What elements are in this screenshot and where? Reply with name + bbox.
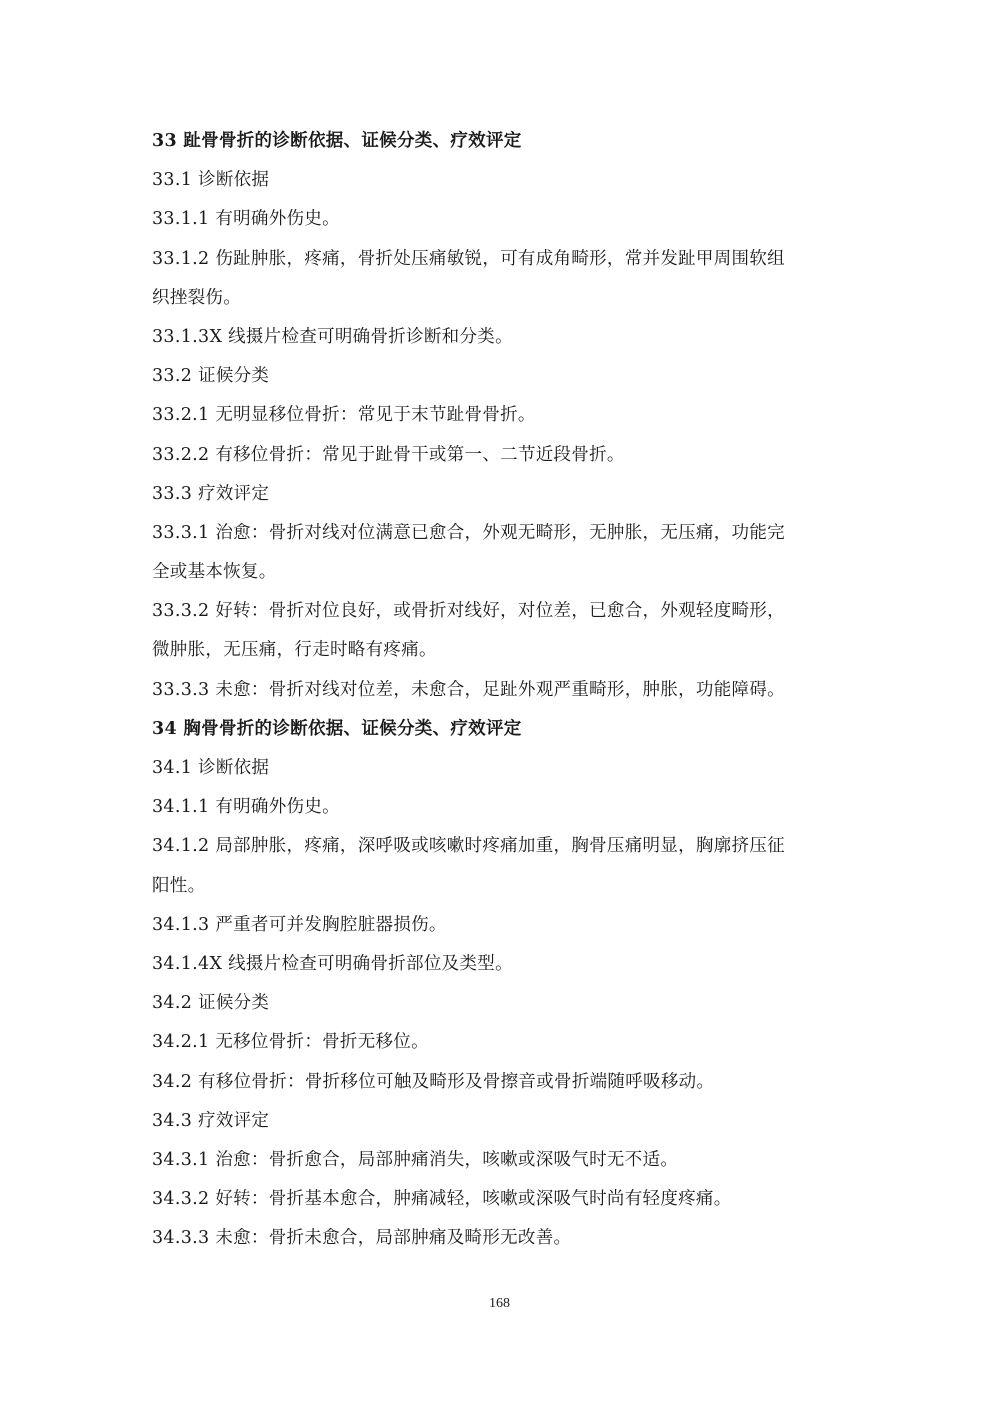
line-28: 34.3.2 好转：骨折基本愈合，肿痛减轻，咳嗽或深吸气时尚有轻度疼痛。 [152,1189,732,1210]
line-23: 34.2 证候分类 [152,993,270,1014]
line-18: 34.1.1 有明确外伤史。 [152,797,340,818]
line-6: 33.1.3X 线摄片检查可明确骨折诊断和分类。 [152,326,513,347]
line-15: 33.3.3 未愈：骨折对线对位差，未愈合，足趾外观严重畸形，肿胀，功能障碍。 [152,679,785,700]
line-11: 33.3.1 治愈：骨折对线对位满意已愈合，外观无畸形，无肿胀，无压痛，功能完 [152,522,785,543]
line-14: 微肿胀，无压痛，行走时略有疼痛。 [152,640,437,661]
line-5: 织挫裂伤。 [152,287,241,308]
line-13: 33.3.2 好转：骨折对位良好，或骨折对线好，对位差，已愈合，外观轻度畸形， [152,601,785,622]
line-7: 33.2 证候分类 [152,366,270,387]
document-body [152,122,852,1258]
line-9: 33.2.2 有移位骨折：常见于趾骨干或第一、二节近段骨折。 [152,444,625,465]
line-27: 34.3.1 治愈：骨折愈合，局部肿痛消失，咳嗽或深吸气时无不适。 [152,1149,679,1170]
page-number: 168 [489,1296,510,1311]
line-1: 33 趾骨骨折的诊断依据、证候分类、疗效评定 [152,131,522,151]
line-2: 33.1 诊断依据 [152,170,270,191]
line-16: 34 胸骨骨折的诊断依据、证候分类、疗效评定 [152,718,522,739]
line-8: 33.2.1 无明显移位骨折：常见于末节趾骨骨折。 [152,405,536,426]
line-24: 34.2.1 无移位骨折：骨折无移位。 [152,1032,429,1053]
line-19: 34.1.2 局部肿胀，疼痛，深呼吸或咳嗽时疼痛加重，胸骨压痛明显，胸廓挤压征 [152,836,785,857]
line-25: 34.2 有移位骨折：骨折移位可触及畸形及骨擦音或骨折端随呼吸移动。 [152,1071,715,1092]
line-3: 33.1.1 有明确外伤史。 [152,209,340,230]
line-12: 全或基本恢复。 [152,562,277,583]
line-29: 34.3.3 未愈：骨折未愈合，局部肿痛及畸形无改善。 [152,1228,572,1249]
line-10: 33.3 疗效评定 [152,483,270,504]
line-22: 34.1.4X 线摄片检查可明确骨折部位及类型。 [152,953,513,974]
line-17: 34.1 诊断依据 [152,758,270,778]
line-26: 34.3 疗效评定 [152,1110,270,1131]
line-4: 33.1.2 伤趾肿胀，疼痛，骨折处压痛敏锐，可有成角畸形，常并发趾甲周围软组 [152,248,785,269]
line-21: 34.1.3 严重者可并发胸腔脏器损伤。 [152,914,447,935]
line-20: 阳性。 [152,875,206,896]
